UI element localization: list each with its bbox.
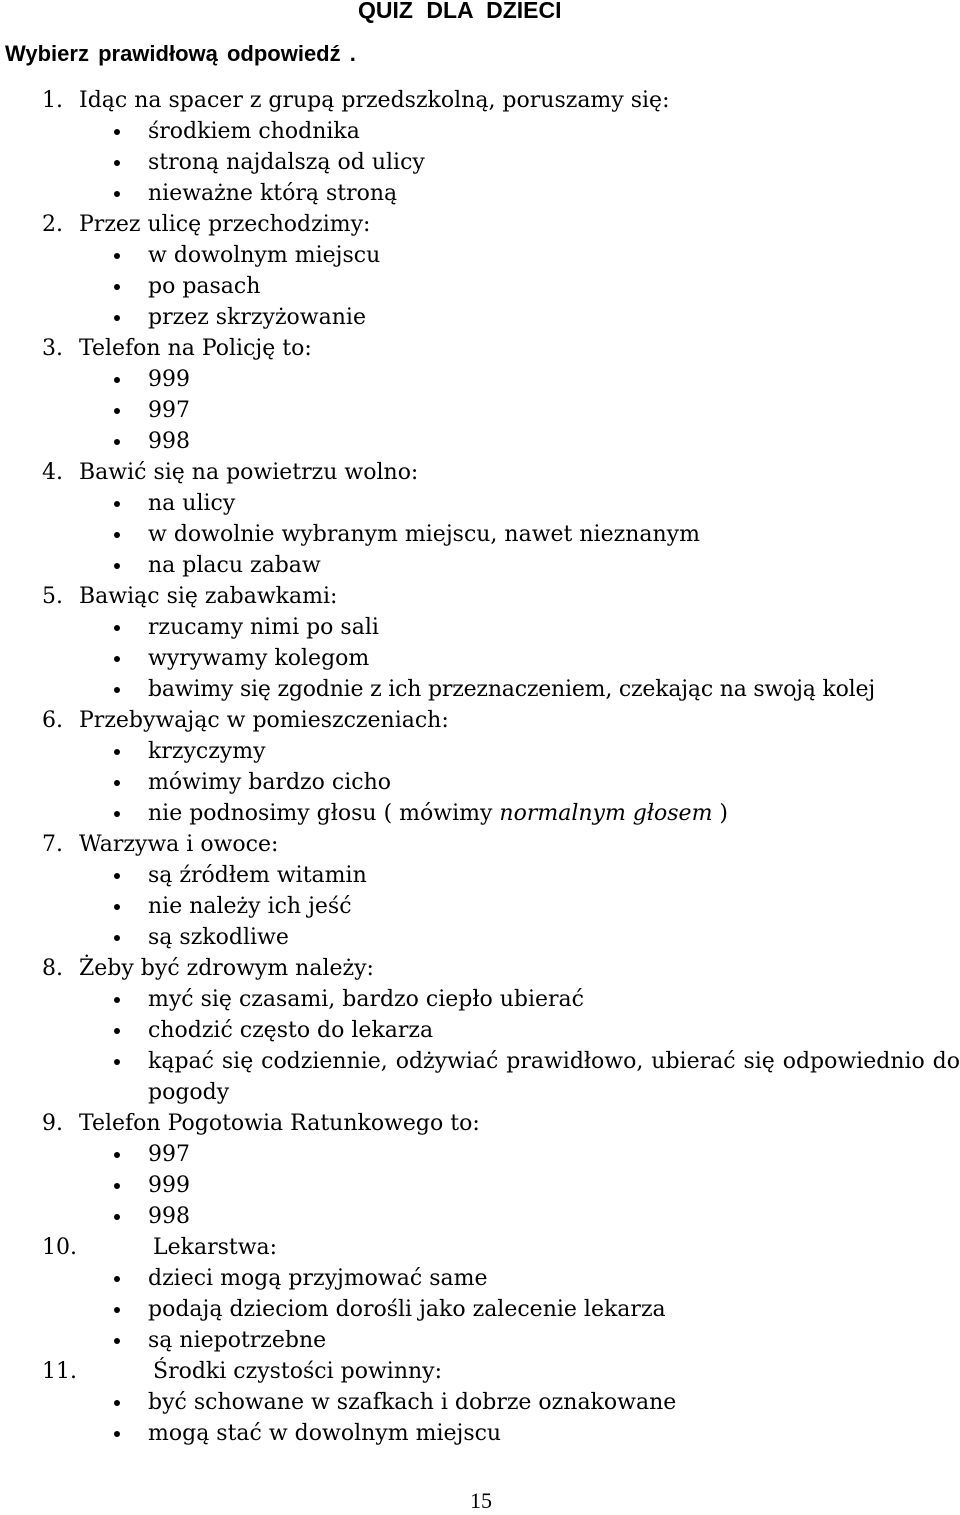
answer-text: myć się czasami, bardzo ciepło ubierać (148, 987, 584, 1012)
answer-text: środkiem chodnika (148, 119, 360, 144)
bullet-icon (114, 1214, 120, 1220)
answer-option (0, 1325, 960, 1356)
question-3 (0, 333, 960, 364)
bullet-icon (114, 129, 120, 135)
answer-text: 998 (148, 429, 190, 454)
question-text: Przebywając w pomieszczeniach: (79, 708, 449, 733)
question-7 (0, 829, 960, 860)
answer-option (0, 271, 960, 302)
answer-option (0, 1387, 960, 1418)
answer-text (148, 798, 728, 829)
answer-option (0, 1201, 960, 1232)
question-6 (0, 705, 960, 736)
answer-option (0, 240, 960, 271)
answer-text: w dowolnie wybranym miejscu, nawet nieznanym (148, 522, 700, 547)
bullet-icon (114, 284, 120, 290)
question-number: 6. (42, 708, 63, 733)
bullet-icon (114, 1059, 120, 1065)
answer-text: wyrywamy kolegom (148, 646, 370, 671)
answer-text: 999 (148, 1173, 190, 1198)
answer-text: są szkodliwe (148, 925, 289, 950)
answer-text: mówimy bardzo cicho (148, 770, 391, 795)
bullet-icon (114, 1276, 120, 1282)
answer-option (0, 1139, 960, 1170)
bullet-icon (114, 1400, 120, 1406)
bullet-icon (114, 563, 120, 569)
answer-text: podają dzieciom dorośli jako zalecenie lekarza (148, 1297, 666, 1322)
bullet-icon (114, 780, 120, 786)
question-number: 3. (42, 336, 63, 361)
answer-option (0, 798, 960, 829)
bullet-icon (114, 191, 120, 197)
answer-option (0, 643, 960, 674)
question-number: 9. (42, 1111, 63, 1136)
answer-text: nie należy ich jeść (148, 894, 352, 919)
answer-option (0, 736, 960, 767)
answer-text: na ulicy (148, 491, 236, 516)
question-number: 1. (42, 88, 63, 113)
answer-option (0, 426, 960, 457)
answer-option (0, 1418, 960, 1449)
bullet-icon (114, 1431, 120, 1437)
question-8 (0, 953, 960, 984)
question-4 (0, 457, 960, 488)
bullet-icon (114, 625, 120, 631)
bullet-icon (114, 811, 120, 817)
answer-text: w dowolnym miejscu (148, 243, 381, 268)
bullet-icon (114, 501, 120, 507)
bullet-icon (114, 873, 120, 879)
answer-text: kąpać się codziennie, odżywiać prawidłowo, ubierać się odpowiednio do pogody (148, 1049, 960, 1105)
question-1 (0, 85, 960, 116)
answer-option (0, 302, 960, 333)
bullet-icon (114, 1307, 120, 1313)
question-number: 2. (42, 212, 63, 237)
question-text: Lekarstwa: (153, 1235, 278, 1260)
answer-option (0, 519, 960, 550)
question-number: 10. (42, 1235, 77, 1260)
answer-text: krzyczymy (148, 739, 266, 764)
question-text: Środki czystości powinny: (153, 1359, 443, 1384)
question-9 (0, 1108, 960, 1139)
answer-text: nieważne którą stroną (148, 181, 398, 206)
bullet-icon (114, 377, 120, 383)
question-number: 8. (42, 956, 63, 981)
answer-option (0, 1170, 960, 1201)
answer-option (0, 1015, 960, 1046)
answer-option (0, 767, 960, 798)
answer-text: dzieci mogą przyjmować same (148, 1266, 488, 1291)
bullet-icon (114, 935, 120, 941)
answer-text: są źródłem witamin (148, 863, 367, 888)
answer-option (0, 984, 960, 1015)
answer-text: chodzić często do lekarza (148, 1018, 434, 1043)
bullet-icon (114, 160, 120, 166)
question-text: Bawić się na powietrzu wolno: (79, 460, 419, 485)
question-text: Warzywa i owoce: (79, 832, 279, 857)
answer-option (0, 891, 960, 922)
bullet-icon (114, 253, 120, 259)
bullet-icon (114, 656, 120, 662)
page-number: 15 (470, 1488, 492, 1513)
bullet-icon (114, 1183, 120, 1189)
bullet-icon (114, 315, 120, 321)
bullet-icon (114, 997, 120, 1003)
question-number: 4. (42, 460, 63, 485)
answer-option (0, 178, 960, 209)
answer-option (0, 147, 960, 178)
answer-option (0, 550, 960, 581)
answer-text: po pasach (148, 274, 261, 299)
answer-text: 998 (148, 1204, 190, 1229)
answer-text: przez skrzyżowanie (148, 305, 366, 330)
answer-text: na placu zabaw (148, 553, 321, 578)
question-text: Bawiąc się zabawkami: (79, 584, 338, 609)
question-number: 5. (42, 584, 63, 609)
bullet-icon (114, 1028, 120, 1034)
answer-option (0, 364, 960, 395)
answer-text-suffix: ) (712, 801, 729, 826)
bullet-icon (114, 687, 120, 693)
question-text: Żeby być zdrowym należy: (79, 956, 374, 981)
question-number: 7. (42, 832, 63, 857)
answer-text: mogą stać w dowolnym miejscu (148, 1421, 502, 1446)
question-text: Telefon Pogotowia Ratunkowego to: (79, 1111, 480, 1136)
answer-option (0, 1046, 960, 1108)
question-10 (0, 1232, 960, 1263)
answer-text-italic: normalnym głosem (499, 801, 713, 826)
bullet-icon (114, 408, 120, 414)
answer-text: rzucamy nimi po sali (148, 615, 379, 640)
answer-text: są niepotrzebne (148, 1328, 327, 1353)
quiz-list (0, 85, 960, 1449)
answer-text: stroną najdalszą od ulicy (148, 150, 425, 175)
answer-text: być schowane w szafkach i dobrze oznakowane (148, 1390, 677, 1415)
answer-option (0, 922, 960, 953)
question-text: Idąc na spacer z grupą przedszkolną, poruszamy się: (79, 88, 670, 113)
answer-text: 997 (148, 398, 190, 423)
answer-option (0, 1263, 960, 1294)
answer-option (0, 674, 960, 705)
question-number: 11. (42, 1359, 77, 1384)
bullet-icon (114, 749, 120, 755)
answer-option (0, 488, 960, 519)
answer-option (0, 395, 960, 426)
answer-option (0, 860, 960, 891)
question-2 (0, 209, 960, 240)
answer-text: 997 (148, 1142, 190, 1167)
question-text: Telefon na Policję to: (79, 336, 312, 361)
bullet-icon (114, 439, 120, 445)
page-title: QUIZ DLA DZIECI (358, 0, 562, 23)
question-5 (0, 581, 960, 612)
answer-option (0, 612, 960, 643)
answer-text: bawimy się zgodnie z ich przeznaczeniem, czekając na swoją kolej (148, 677, 875, 702)
instruction-text: Wybierz prawidłową odpowiedź . (5, 41, 356, 66)
answer-text-main: nie podnosimy głosu ( mówimy (148, 801, 500, 826)
answer-text: 999 (148, 367, 190, 392)
answer-option (0, 1294, 960, 1325)
question-text: Przez ulicę przechodzimy: (79, 212, 371, 237)
bullet-icon (114, 532, 120, 538)
answer-option (0, 116, 960, 147)
bullet-icon (114, 1152, 120, 1158)
bullet-icon (114, 1338, 120, 1344)
question-11 (0, 1356, 960, 1387)
bullet-icon (114, 904, 120, 910)
